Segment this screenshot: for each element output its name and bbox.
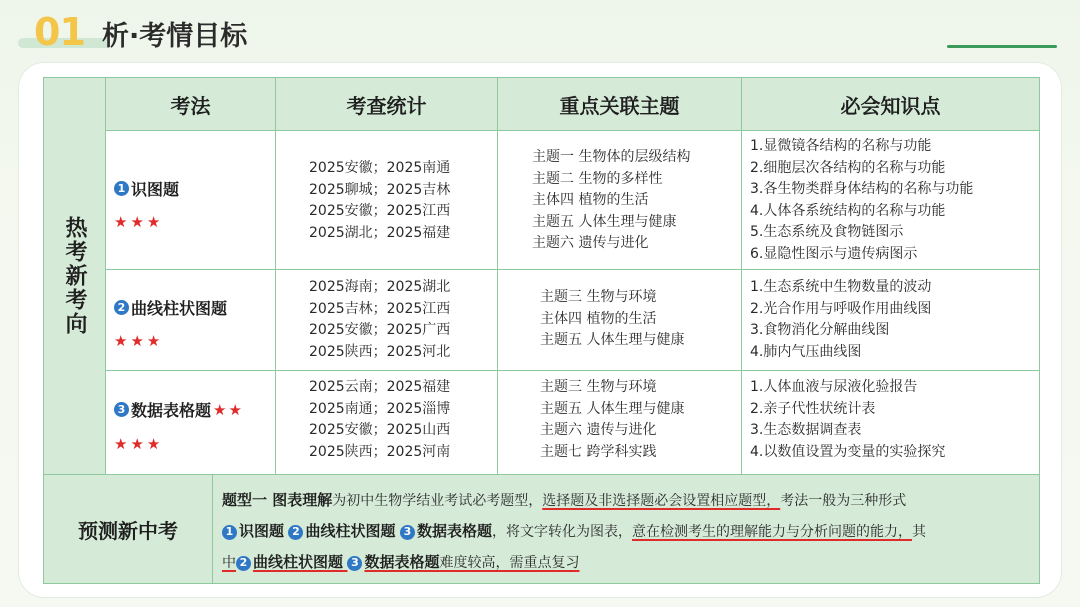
row-3-stats — [309, 377, 450, 463]
row-3-type-label: 数据表格题 — [131, 401, 212, 420]
row-1-type-cell — [106, 131, 276, 270]
stat-item: 2025吉林；2025江西 — [309, 300, 451, 317]
prediction-line-2 — [222, 516, 1031, 547]
stat-item: 2025南通；2025淄博 — [309, 400, 451, 417]
prediction-text-1: 为初中生物学结业考试必考题型， — [332, 493, 543, 509]
knowledge-item: 5.生态系统及食物链图示 — [750, 224, 904, 240]
badge-4: 2 — [236, 556, 251, 571]
topic-item: 主题五 人体生理与健康 — [540, 400, 685, 417]
topic-item: 主体四 植物的生活 — [532, 192, 649, 208]
row-3-knowledge-cell — [742, 371, 1040, 475]
section-number: 01 — [34, 10, 85, 54]
topic-item: 主题一 生物体的层级结构 — [532, 149, 691, 165]
type-2-label: 曲线柱状图题 — [305, 522, 396, 540]
prediction-cell — [213, 475, 1040, 584]
row-2-topics-cell — [498, 270, 742, 371]
col-header-knowledge: 必会知识点 — [742, 77, 1040, 131]
col-header-topics: 重点关联主题 — [498, 77, 742, 131]
prediction-text-2-tail: 其 — [911, 524, 926, 540]
row-1-number-badge: 1 — [114, 181, 129, 196]
knowledge-item: 4.人体各系统结构的名称与功能 — [750, 202, 946, 219]
col-header-method: 考法 — [106, 77, 276, 131]
stat-item: 2025陕西；2025河北 — [309, 343, 451, 360]
row-3-stars: ★★★ — [114, 435, 164, 453]
row-3-inline-stars: ★★ — [213, 400, 244, 419]
stat-item: 2025安徽；2025山西 — [309, 422, 451, 438]
stat-item: 2025安徽；2025南通 — [309, 160, 451, 176]
stat-item: 2025聊城；2025吉林 — [309, 181, 451, 198]
prediction-title: 题型一 图表理解 — [222, 491, 333, 509]
prediction-line-3 — [222, 547, 1031, 578]
col-header-stats: 考查统计 — [276, 77, 498, 131]
knowledge-item: 4.以数值设置为变量的实验探究 — [750, 443, 946, 460]
row-2-knowledge-cell — [742, 270, 1040, 371]
topic-item: 主题二 生物的多样性 — [532, 170, 663, 187]
row-2-knowledge — [750, 277, 931, 363]
row-1-knowledge-cell — [742, 131, 1040, 270]
row-2-type-cell — [106, 270, 276, 371]
badge-1: 1 — [222, 525, 237, 540]
topic-item: 主题六 遗传与进化 — [532, 235, 649, 251]
row-3-topics — [540, 377, 684, 463]
topic-item: 主体四 植物的生活 — [540, 310, 657, 327]
prediction-text — [213, 475, 1039, 578]
prediction-line-1 — [222, 485, 1031, 516]
knowledge-item: 3.生态数据调查表 — [750, 422, 862, 438]
stat-item: 2025海南；2025湖北 — [309, 279, 451, 295]
knowledge-item: 2.亲子代性状统计表 — [750, 400, 876, 417]
knowledge-item: 1.生态系统中生物数量的波动 — [750, 279, 932, 295]
knowledge-item: 1.显微镜各结构的名称与功能 — [750, 138, 932, 154]
stat-item: 2025陕西；2025河南 — [309, 443, 451, 460]
row-1-stats — [309, 158, 450, 244]
stat-item: 2025云南；2025福建 — [309, 379, 451, 395]
prediction-label: 预测新中考 — [43, 475, 213, 584]
row-1-topics — [532, 147, 690, 255]
type-4-label: 曲线柱状图题 — [253, 553, 344, 571]
row-1-topics-cell — [498, 131, 742, 270]
row-2-type — [114, 296, 227, 319]
prediction-text-2: ，将文字转化为图表， — [491, 524, 632, 540]
topic-item: 主题三 生物与环境 — [540, 289, 657, 305]
topic-item: 主题五 人体生理与健康 — [540, 332, 685, 348]
header-accent-line — [947, 45, 1057, 48]
topic-item: 主题六 遗传与进化 — [540, 422, 657, 438]
type-3-label: 数据表格题 — [416, 522, 492, 540]
row-1-stars: ★★★ — [114, 213, 164, 231]
row-1-knowledge — [750, 136, 973, 265]
row-2-topics — [540, 287, 684, 352]
knowledge-item: 3.食物消化分解曲线图 — [750, 322, 890, 338]
stat-item: 2025湖北；2025福建 — [309, 224, 451, 241]
row-2-stats-cell — [276, 270, 498, 371]
row-3-type — [114, 398, 244, 421]
row-3-number-badge: 3 — [114, 402, 129, 417]
topic-item: 主题五 人体生理与健康 — [532, 213, 677, 230]
badge-5: 3 — [347, 556, 362, 571]
knowledge-item: 6.显隐性图示与遗传病图示 — [750, 245, 918, 262]
row-1-type — [114, 177, 179, 200]
row-1-type-label: 识图题 — [131, 180, 180, 199]
row-3-type-cell — [106, 371, 276, 475]
knowledge-item: 2.光合作用与呼吸作用曲线图 — [750, 300, 932, 317]
badge-2: 2 — [288, 525, 303, 540]
row-2-stats — [309, 277, 450, 363]
knowledge-item: 4.肺内气压曲线图 — [750, 343, 862, 360]
row-3-knowledge — [750, 377, 945, 463]
side-label: 热考新考向 — [62, 216, 87, 336]
topic-item: 主题三 生物与环境 — [540, 379, 657, 395]
section-header — [0, 0, 1080, 60]
prediction-text-1-tail: 考法一般为三种形式 — [780, 493, 907, 509]
row-1-stats-cell — [276, 131, 498, 270]
type-1-label: 识图题 — [239, 522, 285, 540]
row-3-topics-cell — [498, 371, 742, 475]
knowledge-item: 2.细胞层次各结构的名称与功能 — [750, 159, 946, 176]
type-5-label: 数据表格题 — [364, 553, 440, 571]
row-2-number-badge: 2 — [114, 300, 129, 315]
exam-analysis-table — [43, 77, 1040, 584]
stat-item: 2025安徽；2025广西 — [309, 322, 451, 338]
prediction-underline-1: 选择题及非选择题必会设置相应题型， — [542, 493, 781, 509]
stat-item: 2025安徽；2025江西 — [309, 203, 451, 219]
row-2-type-label: 曲线柱状图题 — [131, 299, 228, 318]
prediction-text-3-tail: 难度较高，需重点复习 — [439, 555, 580, 571]
row-3-stats-cell — [276, 371, 498, 475]
knowledge-item: 1.人体血液与尿液化验报告 — [750, 379, 918, 395]
prediction-underline-2: 意在检测考生的理解能力与分析问题的能力， — [631, 524, 912, 540]
section-title: 析·考情目标 — [102, 21, 248, 52]
knowledge-item: 3.各生物类群身体结构的名称与功能 — [750, 181, 974, 197]
side-label-cell — [43, 77, 106, 475]
prediction-underline-3 — [222, 555, 579, 571]
row-2-stars: ★★★ — [114, 332, 164, 350]
prediction-text-3-lead: 中 — [222, 555, 236, 571]
badge-3: 3 — [400, 525, 415, 540]
topic-item: 主题七 跨学科实践 — [540, 443, 657, 460]
